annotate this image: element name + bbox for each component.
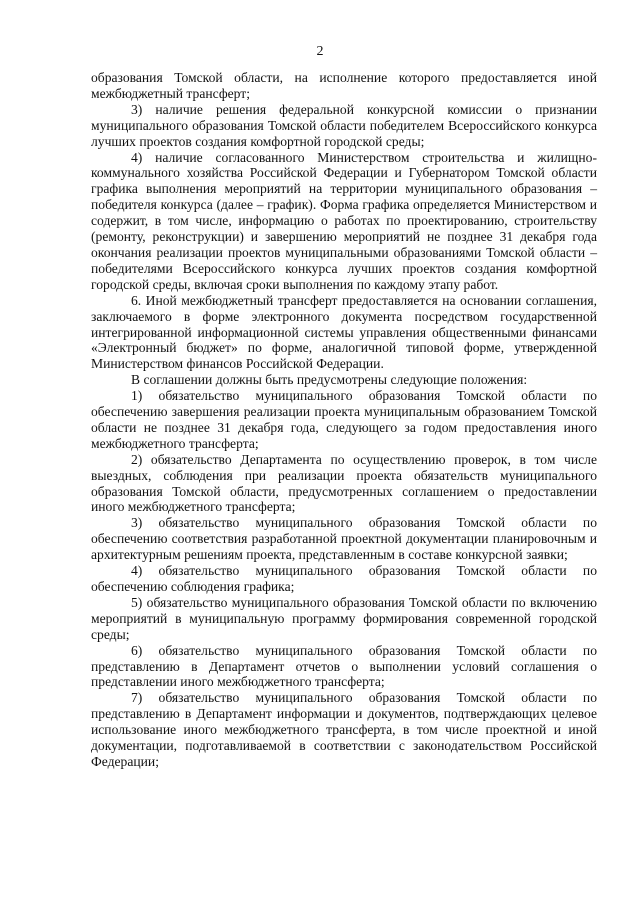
paragraph: 3) обязательство муниципального образования Томской области по обеспечению соответствия разработанной проектной документации планировочным и архитектурным решениям проекта, представленным в составе конкурсной заявки; xyxy=(91,515,597,563)
paragraph: В соглашении должны быть предусмотрены следующие положения: xyxy=(131,372,528,388)
page-number: 2 xyxy=(316,44,324,59)
paragraph: 4) наличие согласованного Министерством строительства и жилищно-коммунального хозяйства Российской Федерации и Губернатором Томской области графика выполнения мероприятий на территории муниципального образования – победителя конкурса (далее – график). Форма графика определяется Министерством и содержит, в том числе, информацию о работах по проектированию, строительству (ремонту, реконструкции) и завершению мероприятий не позднее 31 декабря года окончания реализации проектов муниципальными образованиями Томской области – победителями Всероссийского конкурса лучших проектов создания комфортной городской среды, включая сроки выполнения по каждому этапу работ. xyxy=(91,149,597,292)
paragraph: 1) обязательство муниципального образования Томской области по обеспечению завершения реализации проекта муниципальным образованием Томской области не позднее 31 декабря года, следующего за годом предоставления иного межбюджетного трансферта; xyxy=(91,388,597,451)
paragraph: 6. Иной межбюджетный трансферт предоставляется на основании соглашения, заключаемого в форме электронного документа посредством государственной интегрированной информационной системы управления общественными финансами «Электронный бюджет» по форме, аналогичной типовой форме, утвержденной Министерством финансов Российской Федерации. xyxy=(91,292,597,372)
paragraph: 4) обязательство муниципального образования Томской области по обеспечению соблюдения графика; xyxy=(91,563,597,594)
paragraph: 2) обязательство Департамента по осуществлению проверок, в том числе выездных, соблюдения при реализации проекта обязательств муниципального образования Томской области, предусмотренных соглашением о предоставлении иного межбюджетного трансферта; xyxy=(91,451,597,515)
paragraph: 6) обязательство муниципального образования Томской области по представлению в Департамент отчетов о выполнении условий соглашения о представлении иного межбюджетного трансферта; xyxy=(91,642,597,690)
paragraph: 7) обязательство муниципального образования Томской области по представлению в Департамент информации и документов, подтверждающих целевое использование иного межбюджетного трансферта, в том числе проектной и иной документации, подготавливаемой в соответствии с законодательством Российской Федерации; xyxy=(91,690,597,769)
paragraph: 5) обязательство муниципального образования Томской области по включению мероприятий в муниципальную программу формирования современной городской среды; xyxy=(91,594,597,642)
document-body xyxy=(91,70,597,770)
paragraph: образования Томской области, на исполнение которого предоставляется иной межбюджетный трансферт; xyxy=(91,70,597,101)
paragraph: 3) наличие решения федеральной конкурсной комиссии о признании муниципального образования Томской области победителем Всероссийского конкурса лучших проектов создания комфортной городской среды; xyxy=(91,101,597,149)
